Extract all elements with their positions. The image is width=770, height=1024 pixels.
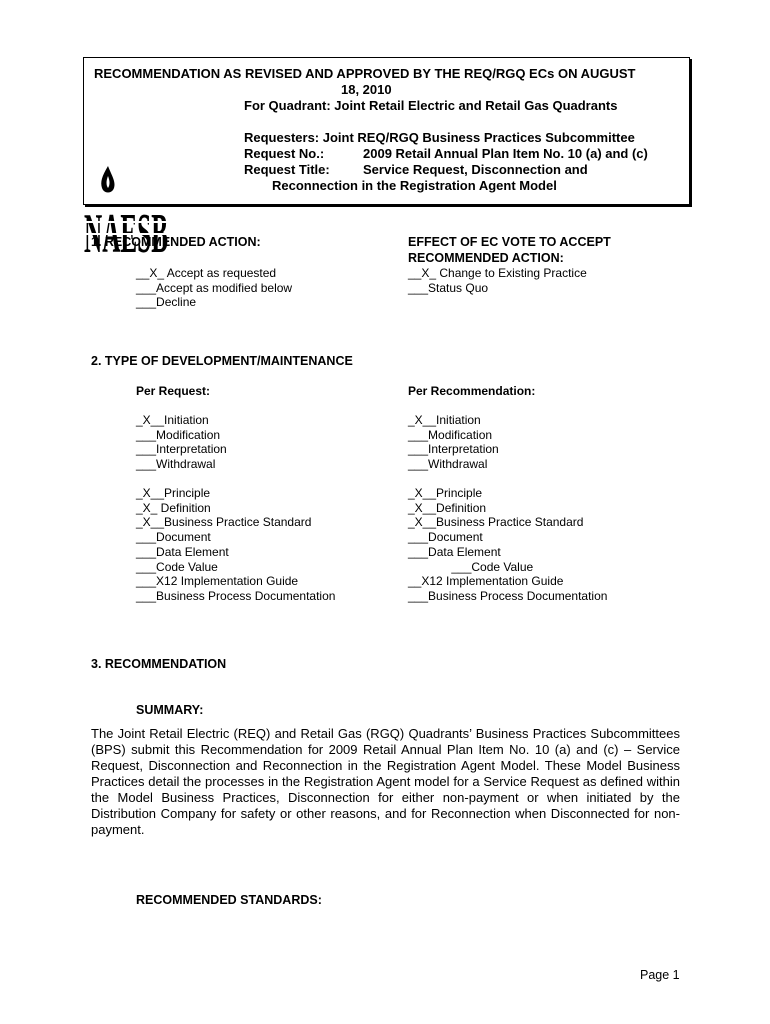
effect-option-change: __X_ Change to Existing Practice — [408, 266, 587, 280]
section3-heading: 3. RECOMMENDATION — [91, 657, 227, 671]
option-accept-requested: __X_ Accept as requested — [136, 266, 277, 280]
option-decline: ___Decline — [136, 295, 197, 310]
request-title-value-2: Reconnection in the Registration Agent Model — [272, 178, 557, 193]
list-item: _X__Principle — [408, 486, 483, 500]
effect-heading-line-1: EFFECT OF EC VOTE TO ACCEPT — [408, 235, 611, 249]
list-item: ___Code Value — [136, 559, 218, 574]
list-item: ___Withdrawal — [408, 457, 488, 472]
list-item: ___Interpretation — [408, 442, 499, 457]
effect-heading-line-2: RECOMMENDED ACTION: — [408, 251, 564, 265]
per-request-label: Per Request: — [136, 384, 211, 398]
title-line-2: 18, 2010 — [341, 82, 392, 97]
logo-text: NAESB — [84, 203, 168, 265]
section1-heading: 1. RECOMMENDED ACTION: — [91, 235, 261, 249]
list-item: ___Withdrawal — [136, 457, 216, 472]
naesb-logo-icon — [84, 160, 170, 268]
naesb-logo — [84, 160, 170, 268]
list-item: _X__Principle — [136, 486, 211, 500]
list-item: _X__Business Practice Standard — [136, 515, 312, 530]
section2-heading: 2. TYPE OF DEVELOPMENT/MAINTENANCE — [91, 354, 353, 368]
list-item: ___X12 Implementation Guide — [136, 574, 299, 589]
recommended-action-list — [136, 266, 292, 310]
list-item: ___Code Value — [408, 559, 534, 574]
header-box — [83, 57, 690, 205]
list-item: ___Business Process Documentation — [136, 588, 336, 603]
effect-option-status-quo: ___Status Quo — [408, 280, 489, 295]
list-item: ___Data Element — [136, 544, 229, 559]
recommendation-group-1 — [408, 413, 499, 472]
quadrant-line: For Quadrant: Joint Retail Electric and Retail Gas Quadrants — [244, 98, 618, 113]
list-item: _X__Initiation — [408, 413, 481, 427]
list-item: ___Document — [136, 530, 211, 545]
list-item: ___Document — [408, 530, 483, 545]
list-item: __X12 Implementation Guide — [408, 574, 564, 589]
list-item: ___Modification — [136, 427, 221, 442]
summary-heading: SUMMARY: — [136, 703, 204, 717]
option-accept-modified: ___Accept as modified below — [136, 280, 293, 295]
title-line-1: RECOMMENDATION AS REVISED AND APPROVED BY THE REQ/RGQ ECs ON AUGUST — [94, 66, 636, 81]
request-group-2 — [136, 486, 335, 604]
list-item: _X_ Definition — [136, 500, 211, 515]
request-group-1 — [136, 413, 227, 472]
request-title-value: Service Request, Disconnection and — [363, 162, 588, 177]
list-item: ___Business Process Documentation — [408, 588, 608, 603]
list-item: _X__Initiation — [136, 413, 209, 427]
list-item: ___Modification — [408, 427, 493, 442]
list-item: ___Data Element — [408, 544, 501, 559]
recommendation-group-2 — [408, 486, 607, 604]
page-number: Page 1 — [640, 968, 680, 982]
list-item: _X__Definition — [408, 500, 487, 515]
request-title-label: Request Title: — [244, 162, 330, 177]
request-no-label: Request No.: — [244, 146, 325, 161]
list-item: ___Interpretation — [136, 442, 227, 457]
summary-paragraph: The Joint Retail Electric (REQ) and Retail Gas (RGQ) Quadrants’ Business Practices Subcommittees (BPS) submit this Recommendation for 2009 Retail Annual Plan Item No. 10 (a) and (c) – Service Request, Disconnection and Reconnection in the Registration Agent Model. These Model Business Practices detail the processes in the Registration Agent model for a Service Request as defined within the Model Business Practices, Disconnection for either non-payment or when initiated by the Distribution Company for safety or other reasons, and for Reconnection when Disconnected for non-payment. — [91, 726, 680, 837]
list-item: _X__Business Practice Standard — [408, 515, 584, 530]
request-no-value: 2009 Retail Annual Plan Item No. 10 (a) and (c) — [363, 146, 648, 161]
recommended-standards-heading: RECOMMENDED STANDARDS: — [136, 893, 322, 907]
requesters-line: Requesters: Joint REQ/RGQ Business Practices Subcommittee — [244, 130, 635, 145]
per-recommendation-label: Per Recommendation: — [408, 384, 536, 398]
effect-options-list — [408, 266, 587, 295]
